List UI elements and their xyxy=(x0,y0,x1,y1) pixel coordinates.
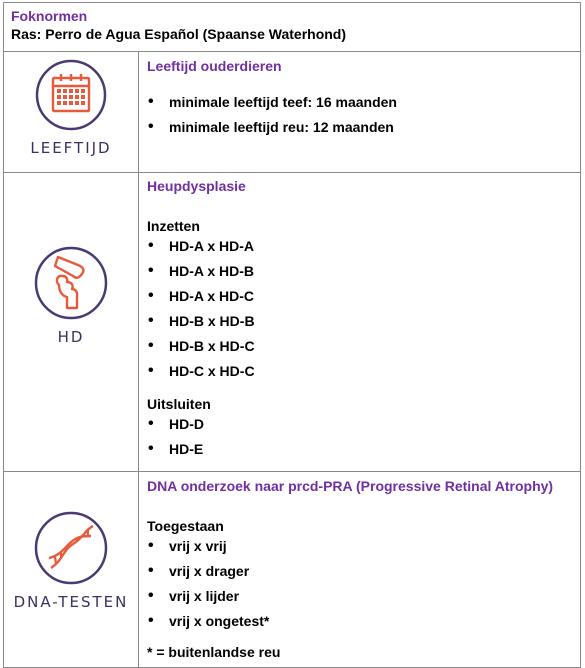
age-list xyxy=(147,92,580,142)
list-item: • HD-A x HD-A xyxy=(147,236,580,261)
dna-icon-cell xyxy=(4,472,139,668)
list-item: • HD-B x HD-B xyxy=(147,311,580,336)
list-item: • vrij x ongetest* xyxy=(147,611,580,636)
document-title: Foknormen xyxy=(11,8,88,24)
dna-helix-icon xyxy=(33,510,109,586)
joint-icon xyxy=(33,245,109,321)
uitsluiten-label: Uitsluiten xyxy=(147,396,211,412)
hd-heading: Heupdysplasie xyxy=(147,178,246,194)
section-age xyxy=(4,52,581,173)
age-heading: Leeftijd ouderdieren xyxy=(147,58,282,74)
hd-content xyxy=(139,173,581,472)
inzetten-list xyxy=(147,236,580,386)
uitsluiten-list xyxy=(147,414,580,464)
toegestaan-list xyxy=(147,536,580,636)
list-item: • HD-A x HD-C xyxy=(147,286,580,311)
age-icon-label: LEEFTIJD xyxy=(30,139,112,157)
dna-content xyxy=(139,472,581,668)
age-icon-cell xyxy=(4,52,139,173)
toegestaan-label: Toegestaan xyxy=(147,518,224,534)
list-item: • vrij x lijder xyxy=(147,586,580,611)
section-dna xyxy=(4,472,581,668)
list-item: • HD-E xyxy=(147,439,580,464)
calendar-icon xyxy=(34,58,108,132)
dna-heading: DNA onderzoek naar prcd-PRA (Progressive Retinal Atrophy) xyxy=(147,478,554,494)
age-content xyxy=(139,52,581,173)
list-item: • minimale leeftijd reu: 12 maanden xyxy=(147,117,580,142)
list-item: • HD-C x HD-C xyxy=(147,361,580,386)
header-cell xyxy=(4,3,581,52)
breeding-norms-table xyxy=(3,2,581,668)
list-item: • vrij x drager xyxy=(147,561,580,586)
list-item: • minimale leeftijd teef: 16 maanden xyxy=(147,92,580,117)
dna-icon-label: DNA-TESTEN xyxy=(13,593,129,611)
list-item: • HD-A x HD-B xyxy=(147,261,580,286)
list-item: • HD-D xyxy=(147,414,580,439)
hd-icon-cell xyxy=(4,173,139,472)
footnote: * = buitenlandse reu xyxy=(147,644,281,660)
section-hd xyxy=(4,173,581,472)
list-item: • vrij x vrij xyxy=(147,536,580,561)
breed-line: Ras: Perro de Agua Español (Spaanse Waterhond) xyxy=(11,26,347,42)
hd-icon-label: HD xyxy=(57,328,85,346)
inzetten-label: Inzetten xyxy=(147,218,200,234)
list-item: • HD-B x HD-C xyxy=(147,336,580,361)
